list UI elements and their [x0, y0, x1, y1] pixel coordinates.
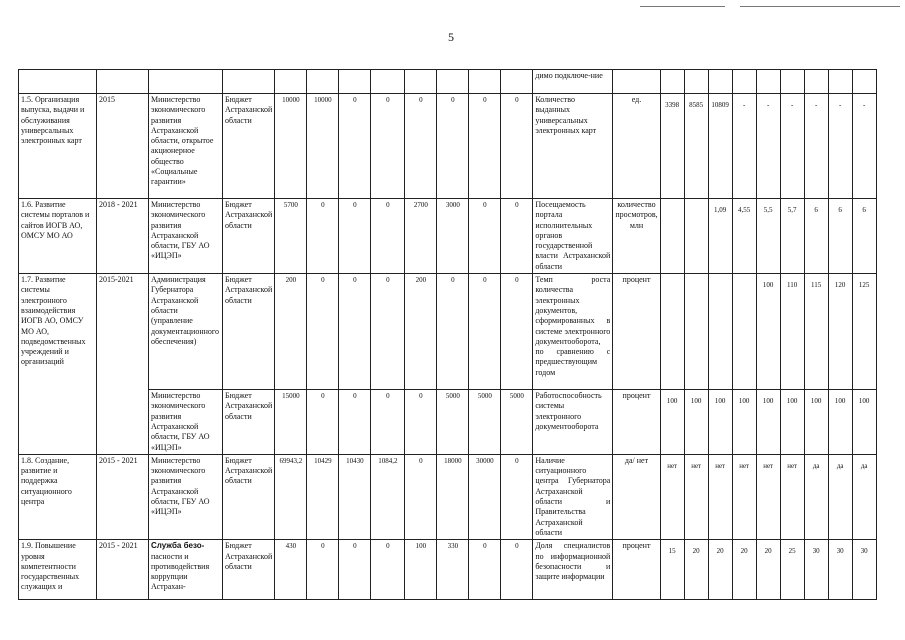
amount-cell: 0 — [501, 94, 533, 199]
indicator-value-cell: 20 — [684, 540, 708, 600]
indicator-value-cell: 30 — [852, 540, 876, 600]
executor-name: пасности и противодействия коррупции Астрахан- — [151, 551, 210, 592]
indicator-value-cell: 3398 — [660, 94, 684, 199]
executor-name-start: Служба безо- — [151, 541, 205, 551]
amount-cell: 0 — [307, 390, 339, 455]
activity-name-cell: 1.6. Развитие системы порталов и сайтов ИОГВ АО, ОМСУ МО АО — [19, 199, 97, 274]
amount-cell: 0 — [371, 390, 405, 455]
amount-cell: 69943,2 — [275, 454, 307, 539]
indicator-value-cell: 4,55 — [732, 199, 756, 274]
indicator-value-cell: 100 — [684, 390, 708, 455]
amount-cell: 0 — [405, 454, 437, 539]
table-row — [19, 199, 877, 274]
amount-cell: 0 — [371, 199, 405, 274]
indicator-cell: Работоспособность системы электронного документооборота — [533, 390, 613, 455]
indicator-value-cell: 100 — [732, 390, 756, 455]
amount-cell: 10429 — [307, 454, 339, 539]
amount-cell: 10000 — [307, 94, 339, 199]
period-cell: 2015 - 2021 — [97, 540, 149, 600]
executor-cell — [149, 199, 223, 274]
indicator-value-cell: 15 — [660, 540, 684, 600]
period-cell: 2015 - 2021 — [97, 454, 149, 539]
executor-cell — [149, 540, 223, 600]
executor-name: Администрация Губернатора Астраханской области (управление документационного обеспечения) — [151, 275, 219, 346]
unit-cell: да/ нет — [613, 454, 660, 539]
amount-cell: 0 — [437, 94, 469, 199]
amount-cell: 5000 — [501, 390, 533, 455]
amount-cell: 5000 — [469, 390, 501, 455]
amount-cell: 0 — [469, 199, 501, 274]
indicator-value-cell: 5,7 — [780, 199, 804, 274]
amount-cell: 200 — [405, 274, 437, 390]
activity-name-cell: 1.8. Создание, развитие и поддержка ситуационного центра — [19, 454, 97, 539]
amount-cell: 0 — [339, 390, 371, 455]
amount-cell: 200 — [275, 274, 307, 390]
indicator-value-cell: нет — [708, 454, 732, 539]
amount-cell: 0 — [501, 540, 533, 600]
indicator-cell: Наличие ситуационного центра Губернатора Астраханской области и Правительства Астраханской области — [533, 454, 613, 539]
unit-cell: ед. — [613, 94, 660, 199]
indicator-value-cell: 100 — [708, 390, 732, 455]
funding-source-cell: Бюджет Астраханской области — [223, 540, 275, 600]
amount-cell: 10000 — [275, 94, 307, 199]
amount-cell: 0 — [405, 390, 437, 455]
indicator-value-cell: 100 — [804, 390, 828, 455]
indicator-value-cell: - — [780, 94, 804, 199]
indicator-value-cell: 30 — [804, 540, 828, 600]
indicator-value-cell: 125 — [852, 274, 876, 390]
executor-name: Министерство экономического развития Астраханской области, ГБУ АО «ИЦЭП» — [151, 455, 210, 517]
amount-cell: 0 — [307, 199, 339, 274]
amount-cell: 2700 — [405, 199, 437, 274]
amount-cell: 0 — [405, 94, 437, 199]
amount-cell: 0 — [339, 199, 371, 274]
indicator-value-cell — [660, 274, 684, 390]
indicator-value-cell: 6 — [828, 199, 852, 274]
header-rule-right — [740, 6, 900, 7]
indicator-value-cell: да — [852, 454, 876, 539]
period-cell: 2015-2021 — [97, 274, 149, 455]
table-row — [19, 274, 877, 390]
amount-cell: 1084,2 — [371, 454, 405, 539]
indicator-value-cell: нет — [756, 454, 780, 539]
amount-cell: 15000 — [275, 390, 307, 455]
amount-cell: 5000 — [437, 390, 469, 455]
activity-name-cell: 1.5. Организация выпуска, выдачи и обслуживания универсальных электронных карт — [19, 94, 97, 199]
indicator-value-cell: 30 — [828, 540, 852, 600]
amount-cell: 0 — [437, 274, 469, 390]
program-activities-table — [18, 69, 877, 600]
funding-source-cell: Бюджет Астраханской области — [223, 390, 275, 455]
period-cell: 2015 — [97, 94, 149, 199]
indicator-tail: димо подключе-ние — [533, 70, 613, 94]
amount-cell: 3000 — [437, 199, 469, 274]
amount-cell: 0 — [307, 274, 339, 390]
amount-cell: 10430 — [339, 454, 371, 539]
amount-cell: 0 — [501, 199, 533, 274]
unit-cell: процент — [613, 390, 660, 455]
indicator-value-cell: 120 — [828, 274, 852, 390]
unit-cell: количество просмотров, млн — [613, 199, 660, 274]
amount-cell: 0 — [469, 540, 501, 600]
indicator-cell: Посещаемость портала исполнительных органов государственной власти Астраханской области — [533, 199, 613, 274]
indicator-cell: Доля специалистов по информационной безопасности и защите информации — [533, 540, 613, 600]
amount-cell: 0 — [371, 540, 405, 600]
executor-name: Министерство экономического развития Астраханской области, ГБУ АО «ИЦЭП» — [151, 200, 210, 261]
indicator-value-cell: 6 — [852, 199, 876, 274]
indicator-value-cell: да — [804, 454, 828, 539]
executor-name: Министерство экономического развития Астраханской области, ГБУ АО «ИЦЭП» — [151, 391, 210, 452]
indicator-value-cell — [708, 274, 732, 390]
funding-source-cell: Бюджет Астраханской области — [223, 454, 275, 539]
indicator-cell: Темп роста количества электронных документов, сформированных в системе электронного документооборота, по сравнению с предшествующим годом — [533, 274, 613, 390]
indicator-value-cell: 10809 — [708, 94, 732, 199]
amount-cell: 0 — [371, 274, 405, 390]
indicator-value-cell: 100 — [756, 390, 780, 455]
activity-name-cell: 1.9. Повышение уровня компетентности государственных служащих и — [19, 540, 97, 600]
indicator-value-cell: - — [732, 94, 756, 199]
indicator-value-cell: - — [828, 94, 852, 199]
amount-cell: 0 — [371, 94, 405, 199]
indicator-value-cell: 5,5 — [756, 199, 780, 274]
indicator-value-cell: 20 — [708, 540, 732, 600]
indicator-value-cell — [732, 274, 756, 390]
indicator-value-cell: 25 — [780, 540, 804, 600]
indicator-value-cell: 1,09 — [708, 199, 732, 274]
amount-cell: 100 — [405, 540, 437, 600]
indicator-value-cell: 100 — [660, 390, 684, 455]
indicator-value-cell: - — [756, 94, 780, 199]
indicator-value-cell: 100 — [756, 274, 780, 390]
amount-cell: 0 — [469, 274, 501, 390]
amount-cell: 5700 — [275, 199, 307, 274]
indicator-value-cell: 20 — [732, 540, 756, 600]
activity-name-cell: 1.7. Развитие системы электронного взаимодействия ИОГВ АО, ОМСУ МО АО, подведомственных учреждений и организаций — [19, 274, 97, 455]
indicator-value-cell: нет — [732, 454, 756, 539]
amount-cell: 0 — [339, 274, 371, 390]
indicator-value-cell: - — [852, 94, 876, 199]
executor-cell — [149, 454, 223, 539]
header-rule-left — [640, 6, 725, 7]
table-row — [19, 540, 877, 600]
executor-name: Министерство экономического развития Астраханской области, открытое акционерное общество «Социальные гарантии» — [151, 95, 214, 187]
table-row-header-tail — [19, 70, 877, 94]
amount-cell: 30000 — [469, 454, 501, 539]
funding-source-cell: Бюджет Астраханской области — [223, 94, 275, 199]
executor-cell — [149, 274, 223, 390]
indicator-value-cell: - — [804, 94, 828, 199]
period-cell: 2018 - 2021 — [97, 199, 149, 274]
indicator-value-cell — [684, 274, 708, 390]
amount-cell: 0 — [339, 540, 371, 600]
indicator-value-cell: нет — [660, 454, 684, 539]
funding-source-cell: Бюджет Астраханской области — [223, 199, 275, 274]
amount-cell: 0 — [339, 94, 371, 199]
amount-cell: 430 — [275, 540, 307, 600]
indicator-value-cell: да — [828, 454, 852, 539]
amount-cell: 0 — [307, 540, 339, 600]
indicator-value-cell — [660, 199, 684, 274]
indicator-value-cell: 100 — [852, 390, 876, 455]
indicator-value-cell: 6 — [804, 199, 828, 274]
indicator-value-cell: 20 — [756, 540, 780, 600]
indicator-cell: Количество выданных универсальных электронных карт — [533, 94, 613, 199]
indicator-value-cell: 110 — [780, 274, 804, 390]
amount-cell: 0 — [501, 274, 533, 390]
unit-cell: процент — [613, 274, 660, 390]
page-number: 5 — [448, 30, 454, 44]
table-row — [19, 94, 877, 199]
funding-source-cell: Бюджет Астраханской области — [223, 274, 275, 390]
amount-cell: 330 — [437, 540, 469, 600]
amount-cell: 18000 — [437, 454, 469, 539]
indicator-value-cell — [684, 199, 708, 274]
indicator-value-cell: 100 — [780, 390, 804, 455]
executor-cell — [149, 94, 223, 199]
amount-cell: 0 — [469, 94, 501, 199]
indicator-value-cell: 100 — [828, 390, 852, 455]
executor-cell — [149, 390, 223, 455]
indicator-value-cell: нет — [684, 454, 708, 539]
indicator-value-cell: 8585 — [684, 94, 708, 199]
indicator-value-cell: нет — [780, 454, 804, 539]
table-row — [19, 454, 877, 539]
unit-cell: процент — [613, 540, 660, 600]
indicator-value-cell: 115 — [804, 274, 828, 390]
amount-cell: 0 — [501, 454, 533, 539]
